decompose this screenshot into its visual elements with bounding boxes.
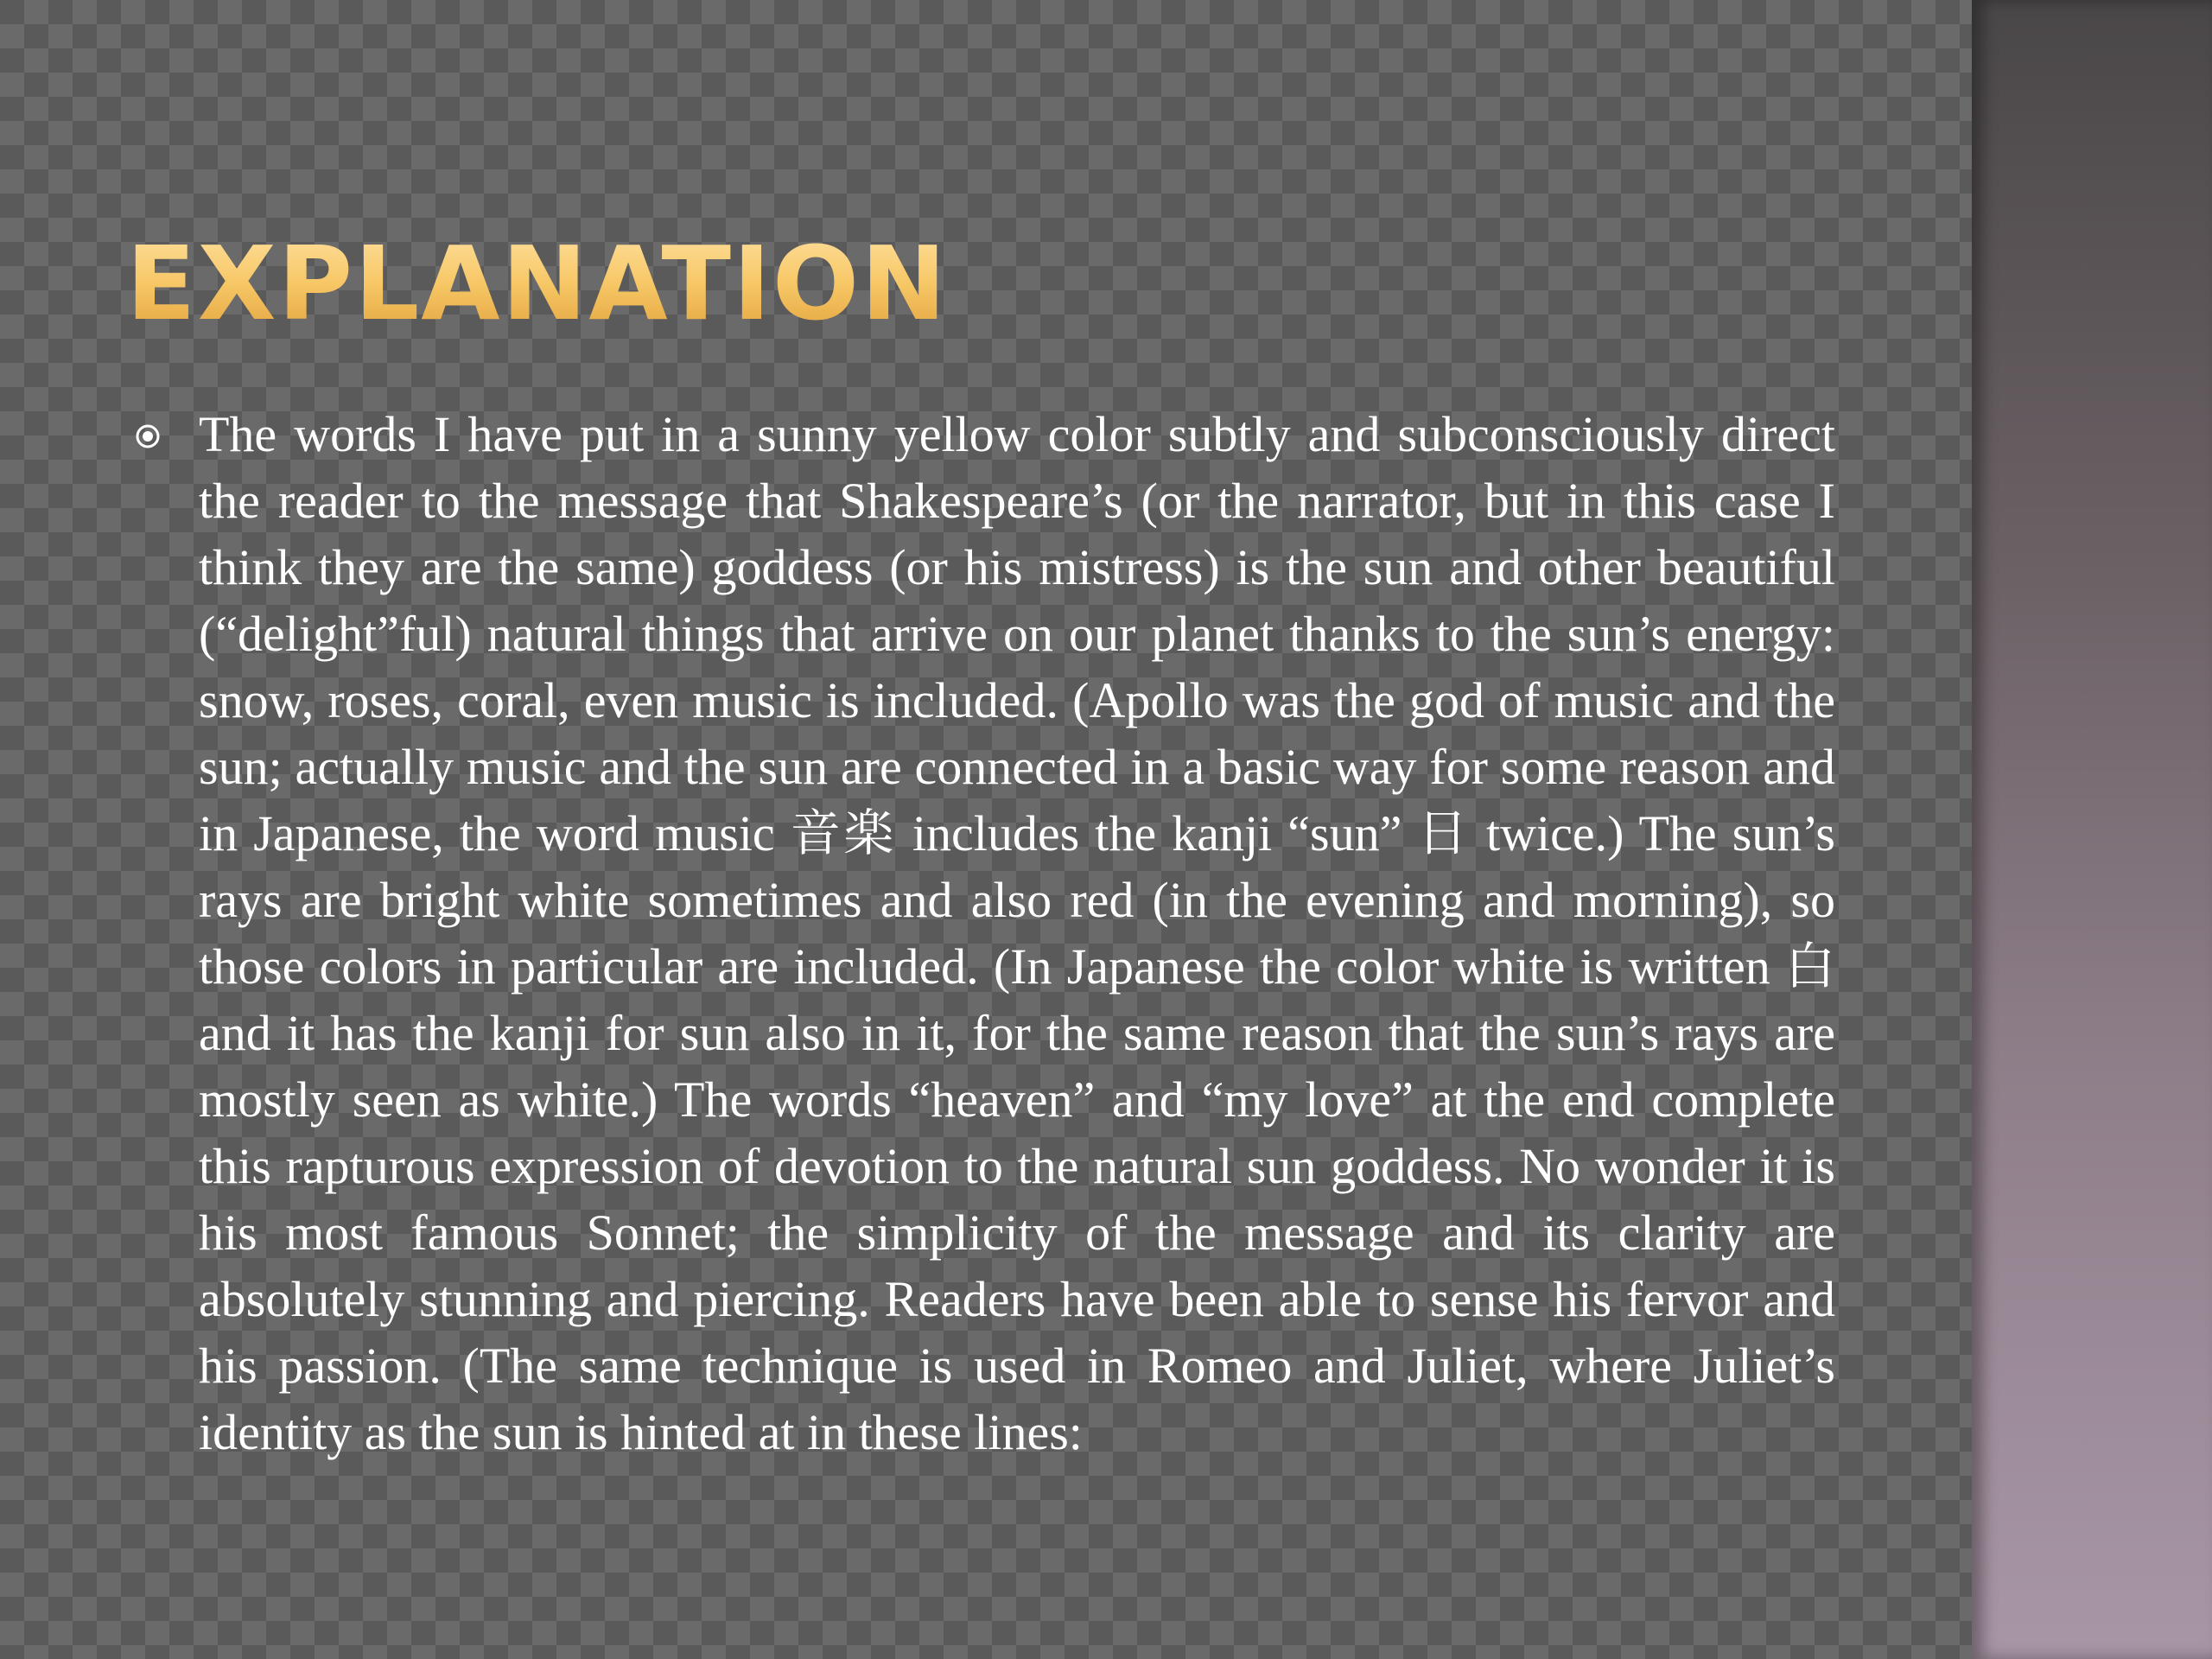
- circled-dot-bullet-icon: [135, 423, 161, 449]
- bullet-item: [126, 401, 1854, 1465]
- decorative-side-panel: [1972, 0, 2212, 1659]
- bullet-text: The words I have put in a sunny yellow color subtly and subconsciously direct the reader to the message that Shakespeare’s (or the narrator, but in this case I think they are the same) goddess (or his mistress) is the sun and other beautiful (“delight”ful) natural things that arrive on our planet thanks to the sun’s energy: snow, roses, coral, even music is included. (Apollo was the god of music and the sun; actually music and the sun are connected in a basic way for some reason and in Japanese, the word music 音楽 includes the kanji “sun” 日 twice.) The sun’s rays are bright white sometimes and also red (in the evening and morning), so those colors in particular are included. (In Japanese the color white is written 白 and it has the kanji for sun also in it, for the same reason that the sun’s rays are mostly seen as white.) The words “heaven” and “my love” at the end complete this rapturous expression of devotion to the natural sun goddess. No wonder it is his most famous Sonnet; the simplicity of the message and its clarity are absolutely stunning and piercing. Readers have been able to sense his fervor and his passion. (The same technique is used in Romeo and Juliet, where Juliet’s identity as the sun is hinted at in these lines:: [199, 406, 1835, 1460]
- slide-title: EXPLANATION: [126, 224, 948, 343]
- bullet-list: [126, 401, 1854, 1465]
